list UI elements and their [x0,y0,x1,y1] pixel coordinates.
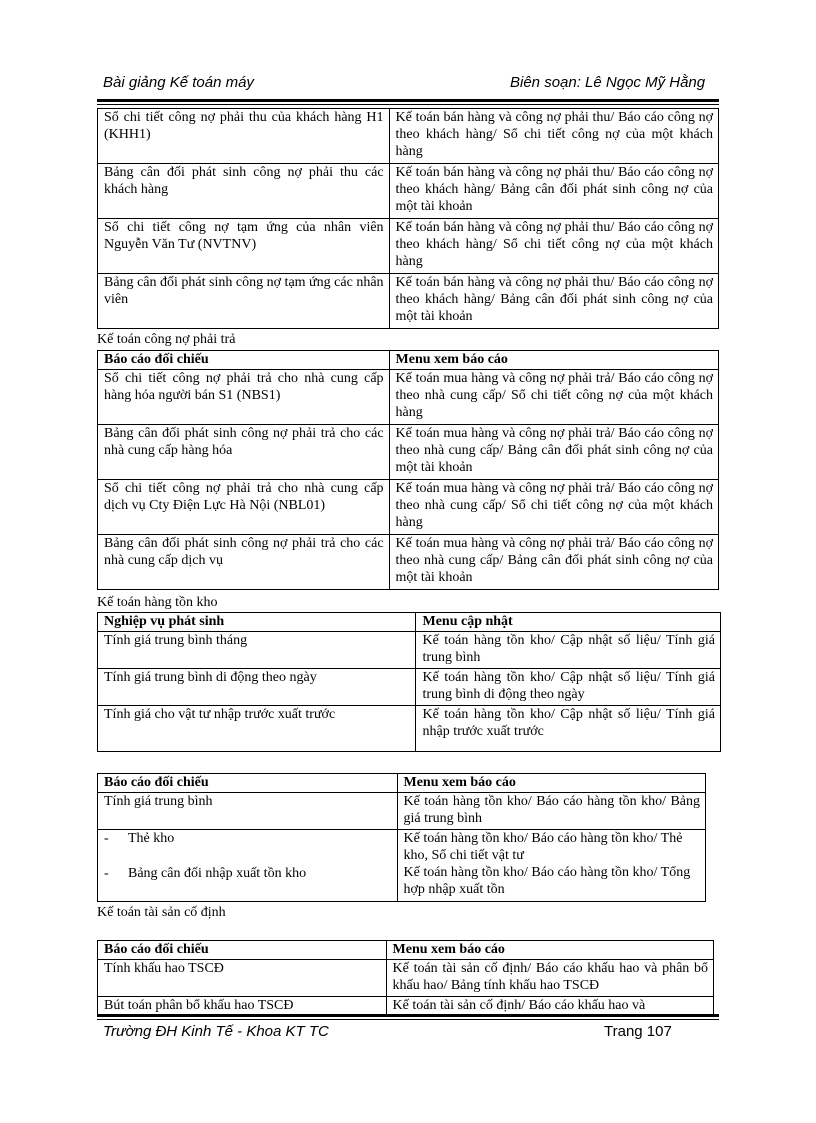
menu-cell: Kế toán tài sản cố định/ Báo cáo khấu hao và [386,997,713,1016]
table-row [98,669,721,706]
menu-cell: Kế toán hàng tồn kho/ Cập nhật số liệu/ Tính giá nhập trước xuất trước [416,706,721,752]
header-course-title: Bài giảng Kế toán máy [103,74,254,91]
menu-cell: Kế toán bán hàng và công nợ phải thu/ Báo cáo công nợ theo khách hàng/ Sổ chi tiết công nợ của một khách hàng [389,109,718,164]
report-cell: Bảng cân đối phát sinh công nợ tạm ứng các nhân viên [98,274,390,329]
footer-school: Trường ĐH Kinh Tế - Khoa KT TC [103,1023,329,1040]
table-row [98,274,719,329]
table-row [98,164,719,219]
menu-cell: Kế toán mua hàng và công nợ phải trả/ Báo cáo công nợ theo nhà cung cấp/ Bảng cân đối phát sinh công nợ của một tài khoản [389,425,718,480]
section-title-assets: Kế toán tài sản cố định [97,905,226,920]
menu-cell: Kế toán bán hàng và công nợ phải thu/ Báo cáo công nợ theo khách hàng/ Bảng cân đối phát sinh công nợ của một tài khoản [389,164,718,219]
section-title-payables: Kế toán công nợ phải trả [97,332,236,347]
inventory-ops-table [97,612,721,752]
report-cell: Sổ chi tiết công nợ phải trả cho nhà cung cấp hàng hóa người bán S1 (NBS1) [98,370,390,425]
table-header-row [98,941,714,960]
table-row [98,480,719,535]
operation-cell: Tính giá trung bình di động theo ngày [98,669,416,706]
table-row [98,960,714,997]
header-rule-thin [97,104,719,105]
report-cell: Bảng cân đối phát sinh công nợ phải trả cho các nhà cung cấp hàng hóa [98,425,390,480]
table-row [98,793,706,830]
menu-cell: Kế toán bán hàng và công nợ phải thu/ Báo cáo công nợ theo khách hàng/ Sổ chi tiết công nợ của một khách hàng [389,219,718,274]
menu-cell: Kế toán mua hàng và công nợ phải trả/ Báo cáo công nợ theo nhà cung cấp/ Bảng cân đối phát sinh công nợ của một tài khoản [389,535,718,590]
table-row [98,370,719,425]
menu-cell: Kế toán bán hàng và công nợ phải thu/ Báo cáo công nợ theo khách hàng/ Bảng cân đối phát sinh công nợ của một tài khoản [389,274,718,329]
fixed-assets-table [97,940,714,1016]
column-header: Menu xem báo cáo [389,351,718,370]
column-header: Menu xem báo cáo [397,774,706,793]
table-row [98,109,719,164]
table-row [98,632,721,669]
table-row [98,535,719,590]
table-header-row [98,774,706,793]
operation-cell: Tính giá trung bình tháng [98,632,416,669]
report-cell: Sổ chi tiết công nợ tạm ứng của nhân viên Nguyễn Văn Tư (NVTNV) [98,219,390,274]
column-header: Báo cáo đối chiếu [98,351,390,370]
table-header-row [98,351,719,370]
receivables-table [97,108,719,329]
header-rule [97,99,719,102]
footer-page-number: Trang 107 [604,1023,672,1040]
menu-cell: Kế toán hàng tồn kho/ Cập nhật số liệu/ Tính giá trung bình di động theo ngày [416,669,721,706]
table-row [98,706,721,752]
column-header: Báo cáo đối chiếu [98,941,387,960]
column-header: Báo cáo đối chiếu [98,774,398,793]
report-cell: Sổ chi tiết công nợ phải trả cho nhà cung cấp dịch vụ Cty Điện Lực Hà Nội (NBL01) [98,480,390,535]
header-author: Biên soạn: Lê Ngọc Mỹ Hằng [510,74,706,91]
report-cell: Tính khấu hao TSCĐ [98,960,387,997]
menu-cell: Kế toán hàng tồn kho/ Cập nhật số liệu/ Tính giá trung bình [416,632,721,669]
menu-cell: Kế toán mua hàng và công nợ phải trả/ Báo cáo công nợ theo nhà cung cấp/ Sổ chi tiết công nợ của một khách hàng [389,480,718,535]
table-row [98,219,719,274]
report-cell: Sổ chi tiết công nợ phải thu của khách hàng H1 (KHH1) [98,109,390,164]
table-row [98,830,706,902]
table-row [98,425,719,480]
menu-cell: Kế toán tài sản cố định/ Báo cáo khấu hao và phân bổ khấu hao/ Bảng tính khấu hao TSCĐ [386,960,713,997]
report-cell: Bút toán phân bổ khấu hao TSCĐ [98,997,387,1016]
inventory-reports-table [97,773,706,902]
column-header: Nghiệp vụ phát sinh [98,613,416,632]
footer-rule-thin [97,1019,719,1020]
list-item: - Bảng cân đối nhập xuất tồn kho [104,866,307,881]
table-header-row [98,613,721,632]
operation-cell: Tính giá cho vật tư nhập trước xuất trước [98,706,416,752]
column-header: Menu xem báo cáo [386,941,713,960]
column-header: Menu cập nhật [416,613,721,632]
menu-cell: Kế toán hàng tồn kho/ Báo cáo hàng tồn kho/ Thẻ kho, Sổ chi tiết vật tư Kế toán hàng tồn kho/ Báo cáo hàng tồn kho/ Tổng hợp nhập xuất tồn [397,830,706,902]
report-cell: Bảng cân đối phát sinh công nợ phải trả cho các nhà cung cấp dịch vụ [98,535,390,590]
payables-table [97,350,719,590]
report-cell: Tính giá trung bình [98,793,398,830]
footer-rule [97,1014,719,1017]
menu-cell: Kế toán mua hàng và công nợ phải trả/ Báo cáo công nợ theo nhà cung cấp/ Sổ chi tiết công nợ của một khách hàng [389,370,718,425]
section-title-inventory: Kế toán hàng tồn kho [97,595,218,610]
menu-cell: Kế toán hàng tồn kho/ Báo cáo hàng tồn kho/ Bảng giá trung bình [397,793,706,830]
report-cell: Bảng cân đối phát sinh công nợ phải thu các khách hàng [98,164,390,219]
report-cell [98,830,398,902]
table-row [98,997,714,1016]
list-item: - Thẻ kho [104,831,175,846]
